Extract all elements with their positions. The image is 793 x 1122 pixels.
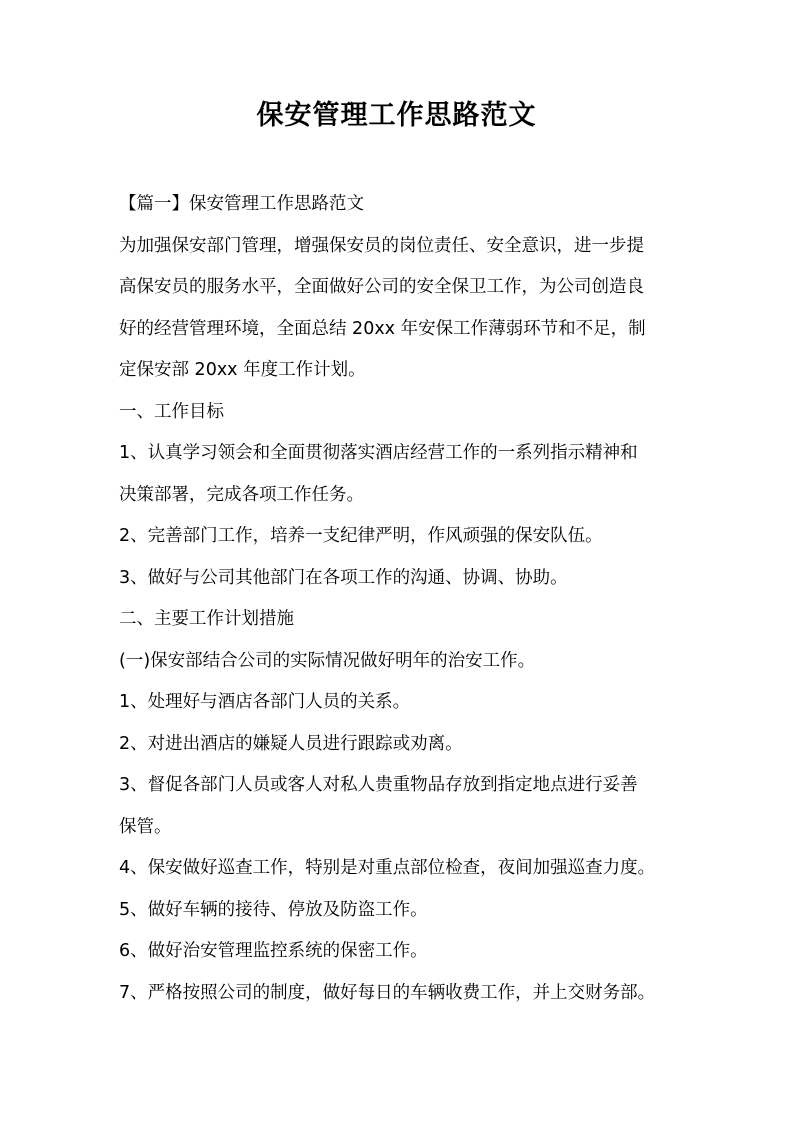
measure-item — [119, 973, 679, 1015]
document-title: 保安管理工作思路范文 — [256, 100, 537, 131]
measure-item — [119, 890, 679, 932]
measure-line: 7、严格按照公司的制度，做好每日的车辆收费工作，并上交财务部。 — [119, 982, 656, 1003]
measure-line: 保管。 — [119, 816, 172, 837]
measure-line: 2、对进出酒店的嫌疑人员进行跟踪或劝离。 — [119, 733, 463, 754]
intro-line: 为加强保安部门管理，增强保安员的岗位责任、安全意识，进一步提 — [119, 235, 644, 256]
intro-line: 定保安部 20xx 年度工作计划。 — [119, 360, 366, 380]
goal-line: 3、做好与公司其他部门在各项工作的沟通、协调、协助。 — [119, 567, 568, 588]
measure-item — [119, 931, 679, 973]
measure-item — [119, 682, 679, 724]
measure-item — [119, 724, 679, 766]
document-body — [119, 184, 679, 1014]
goal-line: 1、认真学习领会和全面贯彻落实酒店经营工作的一系列指示精神和 — [119, 443, 638, 463]
section-heading: 【篇一】保安管理工作思路范文 — [119, 194, 364, 214]
measure-line: 5、做好车辆的接待、停放及防盗工作。 — [119, 899, 428, 920]
goal-line: 2、完善部门工作，培养一支纪律严明，作风顽强的保安队伍。 — [119, 526, 603, 546]
intro-paragraph — [119, 226, 679, 392]
goal-line: 决策部署，完成各项工作任务。 — [119, 484, 364, 505]
measure-line: 6、做好治安管理监控系统的保密工作。 — [119, 941, 428, 961]
goal-item — [119, 558, 679, 600]
goal-item — [119, 516, 679, 558]
measure-item — [119, 848, 679, 890]
measure-line: 3、督促各部门人员或客人对私人贵重物品存放到指定地点进行妥善 — [119, 775, 638, 795]
subsection-heading: (一)保安部结合公司的实际情况做好明年的治安工作。 — [119, 650, 536, 671]
goals-heading: 一、工作目标 — [119, 401, 224, 422]
measure-line: 1、处理好与酒店各部门人员的关系。 — [119, 692, 411, 712]
intro-line: 高保安员的服务水平，全面做好公司的安全保卫工作，为公司创造良 — [119, 277, 644, 297]
intro-line: 好的经营管理环境，全面总结 20xx 年安保工作薄弱环节和不足，制 — [119, 318, 646, 339]
measures-heading: 二、主要工作计划措施 — [119, 609, 294, 629]
measure-line: 4、保安做好巡查工作，特别是对重点部位检查，夜间加强巡查力度。 — [119, 858, 656, 878]
measure-item — [119, 765, 679, 848]
goal-item — [119, 433, 679, 516]
